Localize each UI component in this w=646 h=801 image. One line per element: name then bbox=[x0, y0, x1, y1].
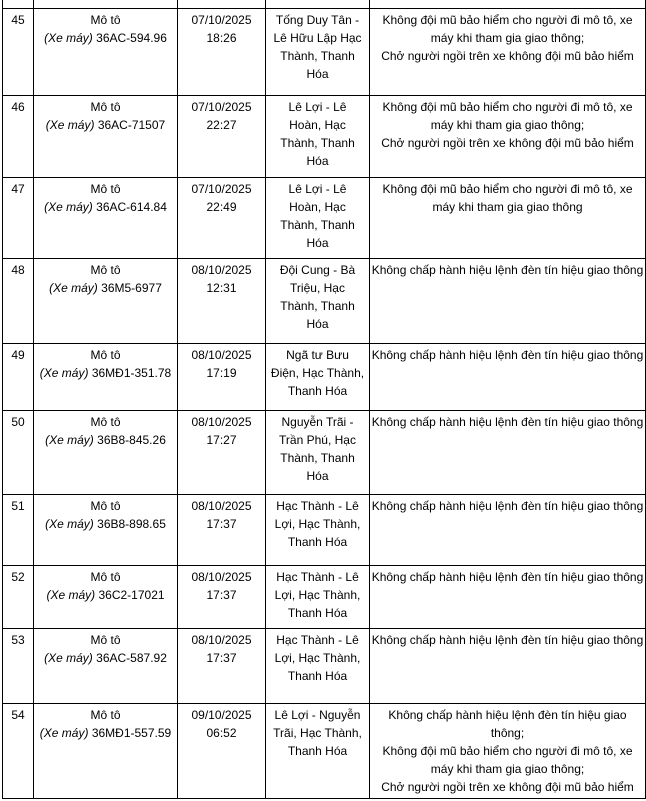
location-line: Thanh Hóa bbox=[287, 668, 348, 683]
vehicle-subtype: (Xe máy) bbox=[49, 280, 98, 295]
violation-line: Không chấp hành hiệu lệnh đèn tín hiệu giao bbox=[388, 707, 627, 722]
violation-date: 07/10/2025 bbox=[191, 181, 252, 196]
location-line: Hạc Thành - Lê bbox=[276, 632, 359, 647]
violation-date: 08/10/2025 bbox=[191, 414, 252, 429]
vehicle-subtype: (Xe máy) bbox=[46, 587, 96, 602]
location-line: Trần Phú, Hạc bbox=[279, 432, 356, 447]
location-cell bbox=[266, 410, 370, 494]
vehicle-type: Mô tô bbox=[90, 707, 121, 722]
location-line: Hóa bbox=[306, 316, 329, 331]
violation-line: máy khi tham gia giao thông bbox=[432, 199, 583, 214]
vehicle-type: Mô tô bbox=[90, 262, 121, 277]
violation-date: 08/10/2025 bbox=[191, 569, 252, 584]
vehicle-plate-line bbox=[35, 724, 176, 742]
location-line: Lê Lợi - Lê bbox=[288, 181, 347, 196]
violation-time: 22:27 bbox=[206, 117, 237, 132]
vehicle-cell bbox=[34, 8, 178, 95]
datetime-cell bbox=[178, 8, 266, 95]
violation-line: Chở người ngồi trên xe không đội mũ bảo hiểm bbox=[381, 135, 634, 150]
datetime-cell bbox=[178, 343, 266, 410]
violation-line: Không chấp hành hiệu lệnh đèn tín hiệu giao thông bbox=[371, 498, 644, 513]
location-cell bbox=[266, 0, 370, 8]
datetime-cell bbox=[178, 628, 266, 703]
license-plate: 36MĐ1-557.59 bbox=[91, 725, 172, 740]
location-line: Lê Lợi - Nguyễn bbox=[274, 707, 361, 722]
vehicle-cell bbox=[34, 95, 178, 177]
vehicle-cell bbox=[34, 628, 178, 703]
vehicle-type: Mô tô bbox=[90, 498, 121, 513]
license-plate: 36AC-71507 bbox=[97, 117, 166, 132]
vehicle-cell bbox=[34, 0, 178, 8]
row-number-cell bbox=[3, 628, 34, 703]
violation-date: 08/10/2025 bbox=[191, 262, 252, 277]
violation-line: Không đội mũ bảo hiểm cho người đi mô tô, xe bbox=[382, 181, 633, 196]
vehicle-plate-line bbox=[35, 29, 176, 47]
vehicle-type: Mô tô bbox=[90, 632, 121, 647]
violation-line: Không chấp hành hiệu lệnh đèn tín hiệu giao thông bbox=[371, 569, 644, 584]
vehicle-type: Mô tô bbox=[90, 347, 121, 362]
vehicle-subtype: (Xe máy) bbox=[45, 432, 94, 447]
location-line: Triệu, Hạc bbox=[290, 280, 345, 295]
table-row bbox=[3, 343, 646, 410]
location-line: Thành, Thanh bbox=[280, 48, 355, 63]
location-cell bbox=[266, 177, 370, 258]
violation-line: máy khi tham gia giao thông; bbox=[430, 30, 585, 45]
location-cell bbox=[266, 8, 370, 95]
row-number-cell bbox=[3, 410, 34, 494]
license-plate: 36AC-594.96 bbox=[96, 30, 167, 45]
violation-cell bbox=[370, 628, 646, 703]
violation-cell bbox=[370, 258, 646, 343]
row-number-cell bbox=[3, 258, 34, 343]
vehicle-subtype: (Xe máy) bbox=[45, 117, 95, 132]
location-line: Hóa bbox=[306, 468, 329, 483]
vehicle-type: Mô tô bbox=[90, 414, 121, 429]
row-number-cell bbox=[3, 95, 34, 177]
vehicle-subtype: (Xe máy) bbox=[44, 30, 93, 45]
vehicle-subtype: (Xe máy) bbox=[39, 725, 89, 740]
vehicle-cell bbox=[34, 410, 178, 494]
location-cell bbox=[266, 703, 370, 798]
license-plate: 36C2-17021 bbox=[98, 587, 165, 602]
location-cell bbox=[266, 343, 370, 410]
location-line: Thành, Thanh bbox=[280, 217, 355, 232]
violation-line: Không đội mũ bảo hiểm cho người đi mô tô, xe bbox=[382, 743, 633, 758]
row-number: 53 bbox=[11, 632, 25, 647]
violation-line: Không chấp hành hiệu lệnh đèn tín hiệu giao thông bbox=[371, 262, 644, 277]
violation-time: 17:37 bbox=[206, 587, 237, 602]
location-line: Hóa bbox=[306, 66, 329, 81]
violation-line: Không chấp hành hiệu lệnh đèn tín hiệu giao thông bbox=[371, 347, 644, 362]
vehicle-plate-line bbox=[35, 279, 176, 297]
vehicle-subtype: (Xe máy) bbox=[45, 516, 94, 531]
vehicle-subtype: (Xe máy) bbox=[44, 650, 93, 665]
row-number: 50 bbox=[11, 414, 25, 429]
location-line: Hạc Thành - Lê bbox=[276, 498, 359, 513]
violation-date: 08/10/2025 bbox=[191, 498, 252, 513]
vehicle-type: Mô tô bbox=[90, 12, 121, 27]
license-plate: 36B8-898.65 bbox=[97, 516, 166, 531]
vehicle-plate-line bbox=[35, 586, 176, 604]
vehicle-cell bbox=[34, 565, 178, 628]
location-line: Hóa bbox=[306, 153, 329, 168]
datetime-cell bbox=[178, 95, 266, 177]
location-line: Đội Cung - Bà bbox=[279, 262, 356, 277]
row-number: 49 bbox=[11, 347, 25, 362]
license-plate: 36AC-614.84 bbox=[96, 199, 167, 214]
table-row bbox=[3, 258, 646, 343]
violation-line: máy khi tham gia giao thông; bbox=[430, 761, 585, 776]
vehicle-cell bbox=[34, 177, 178, 258]
violation-cell bbox=[370, 703, 646, 798]
location-line: Nguyễn Trãi - bbox=[281, 414, 354, 429]
row-number: 52 bbox=[11, 569, 25, 584]
location-cell bbox=[266, 494, 370, 565]
row-number-cell bbox=[3, 343, 34, 410]
location-line: Thanh Hóa bbox=[287, 383, 348, 398]
vehicle-plate-line bbox=[35, 116, 176, 134]
vehicle-subtype: (Xe máy) bbox=[39, 365, 89, 380]
location-line: Thành, Thanh bbox=[280, 450, 355, 465]
table-row bbox=[3, 628, 646, 703]
vehicle-cell bbox=[34, 703, 178, 798]
vehicle-plate-line bbox=[35, 431, 176, 449]
violation-date: 08/10/2025 bbox=[191, 347, 252, 362]
datetime-cell bbox=[178, 703, 266, 798]
location-line: Lợi, Hạc Thành, bbox=[274, 650, 361, 665]
datetime-cell bbox=[178, 177, 266, 258]
location-line: Hoàn, Hạc bbox=[289, 199, 346, 214]
location-cell bbox=[266, 95, 370, 177]
vehicle-plate-line bbox=[35, 364, 176, 382]
row-number-cell bbox=[3, 0, 34, 8]
table-row bbox=[3, 494, 646, 565]
violation-cell bbox=[370, 565, 646, 628]
violation-time: 12:31 bbox=[206, 280, 237, 295]
row-number: 47 bbox=[11, 181, 25, 196]
vehicle-cell bbox=[34, 494, 178, 565]
location-line: Hoàn, Hạc bbox=[289, 117, 346, 132]
location-line: Thanh Hóa bbox=[287, 534, 348, 549]
license-plate: 36M5-6977 bbox=[101, 280, 162, 295]
location-cell bbox=[266, 628, 370, 703]
violation-line: Không đội mũ bảo hiểm cho người đi mô tô, xe bbox=[382, 99, 633, 114]
violation-cell bbox=[370, 410, 646, 494]
location-line: Hạc Thành - Lê bbox=[276, 569, 359, 584]
location-line: Lê Hữu Lập Hạc bbox=[273, 30, 362, 45]
violation-cell bbox=[370, 8, 646, 95]
violation-time: 17:37 bbox=[206, 516, 237, 531]
table-row bbox=[3, 410, 646, 494]
datetime-cell bbox=[178, 0, 266, 8]
datetime-cell bbox=[178, 494, 266, 565]
table-row bbox=[3, 565, 646, 628]
violation-cell bbox=[370, 494, 646, 565]
datetime-cell bbox=[178, 258, 266, 343]
vehicle-type: Mô tô bbox=[90, 99, 121, 114]
violation-date: 07/10/2025 bbox=[191, 12, 252, 27]
license-plate: 36B8-845.26 bbox=[97, 432, 166, 447]
violation-time: 17:37 bbox=[206, 650, 237, 665]
location-line: Lê Lợi - Lê bbox=[288, 99, 347, 114]
violation-line: Không đội mũ bảo hiểm cho người đi mô tô, xe bbox=[382, 12, 633, 27]
location-line: Thanh Hóa bbox=[287, 743, 348, 758]
violation-table-body bbox=[3, 0, 646, 798]
vehicle-cell bbox=[34, 343, 178, 410]
cropped-previous-row bbox=[3, 0, 646, 8]
violation-table bbox=[2, 0, 646, 799]
location-cell bbox=[266, 565, 370, 628]
vehicle-type: Mô tô bbox=[90, 569, 121, 584]
violation-time: 18:26 bbox=[206, 30, 237, 45]
row-number-cell bbox=[3, 177, 34, 258]
location-line: Lợi, Hạc Thành, bbox=[274, 587, 361, 602]
license-plate: 36MĐ1-351.78 bbox=[91, 365, 172, 380]
violation-date: 08/10/2025 bbox=[191, 632, 252, 647]
row-number: 46 bbox=[11, 99, 25, 114]
vehicle-plate-line bbox=[35, 515, 176, 533]
location-line: Hóa bbox=[306, 235, 329, 250]
location-cell bbox=[266, 258, 370, 343]
violation-time: 17:19 bbox=[206, 365, 237, 380]
violation-line: Không chấp hành hiệu lệnh đèn tín hiệu giao thông bbox=[371, 632, 644, 647]
vehicle-plate-line bbox=[35, 198, 176, 216]
location-line: Trãi, Hạc Thành, bbox=[273, 725, 362, 740]
table-row bbox=[3, 177, 646, 258]
violation-cell bbox=[370, 95, 646, 177]
table-row bbox=[3, 703, 646, 798]
license-plate: 36AC-587.92 bbox=[96, 650, 167, 665]
vehicle-plate-line bbox=[35, 649, 176, 667]
row-number-cell bbox=[3, 494, 34, 565]
row-number: 45 bbox=[11, 12, 25, 27]
violation-time: 22:49 bbox=[206, 199, 237, 214]
violation-time: 06:52 bbox=[206, 725, 237, 740]
location-line: Thanh Hóa bbox=[287, 605, 348, 620]
location-line: Thành, Thanh bbox=[280, 298, 355, 313]
violation-line: Chở người ngồi trên xe không đội mũ bảo hiểm bbox=[381, 779, 634, 794]
datetime-cell bbox=[178, 410, 266, 494]
row-number-cell bbox=[3, 565, 34, 628]
vehicle-type: Mô tô bbox=[90, 181, 121, 196]
row-number-cell bbox=[3, 703, 34, 798]
violation-time: 17:27 bbox=[206, 432, 237, 447]
location-line: Ngã tư Bưu bbox=[286, 347, 349, 362]
vehicle-cell bbox=[34, 258, 178, 343]
row-number: 51 bbox=[11, 498, 25, 513]
vehicle-subtype: (Xe máy) bbox=[44, 199, 93, 214]
violation-cell bbox=[370, 177, 646, 258]
datetime-cell bbox=[178, 565, 266, 628]
row-number-cell bbox=[3, 8, 34, 95]
violation-date: 07/10/2025 bbox=[191, 99, 252, 114]
violation-line: máy khi tham gia giao thông; bbox=[430, 117, 585, 132]
violation-date: 09/10/2025 bbox=[191, 707, 252, 722]
violation-cell bbox=[370, 0, 646, 8]
violation-line: thông; bbox=[490, 725, 525, 740]
location-line: Điện, Hạc Thành, bbox=[270, 365, 365, 380]
violation-line: Chở người ngồi trên xe không đội mũ bảo hiểm bbox=[381, 48, 634, 63]
table-row bbox=[3, 8, 646, 95]
violation-line: Không chấp hành hiệu lệnh đèn tín hiệu giao thông bbox=[371, 414, 644, 429]
location-line: Tống Duy Tân - bbox=[275, 12, 360, 27]
row-number: 54 bbox=[11, 707, 25, 722]
location-line: Lợi, Hạc Thành, bbox=[274, 516, 361, 531]
location-line: Thành, Thanh bbox=[280, 135, 355, 150]
violation-cell bbox=[370, 343, 646, 410]
row-number: 48 bbox=[11, 262, 25, 277]
table-row bbox=[3, 95, 646, 177]
